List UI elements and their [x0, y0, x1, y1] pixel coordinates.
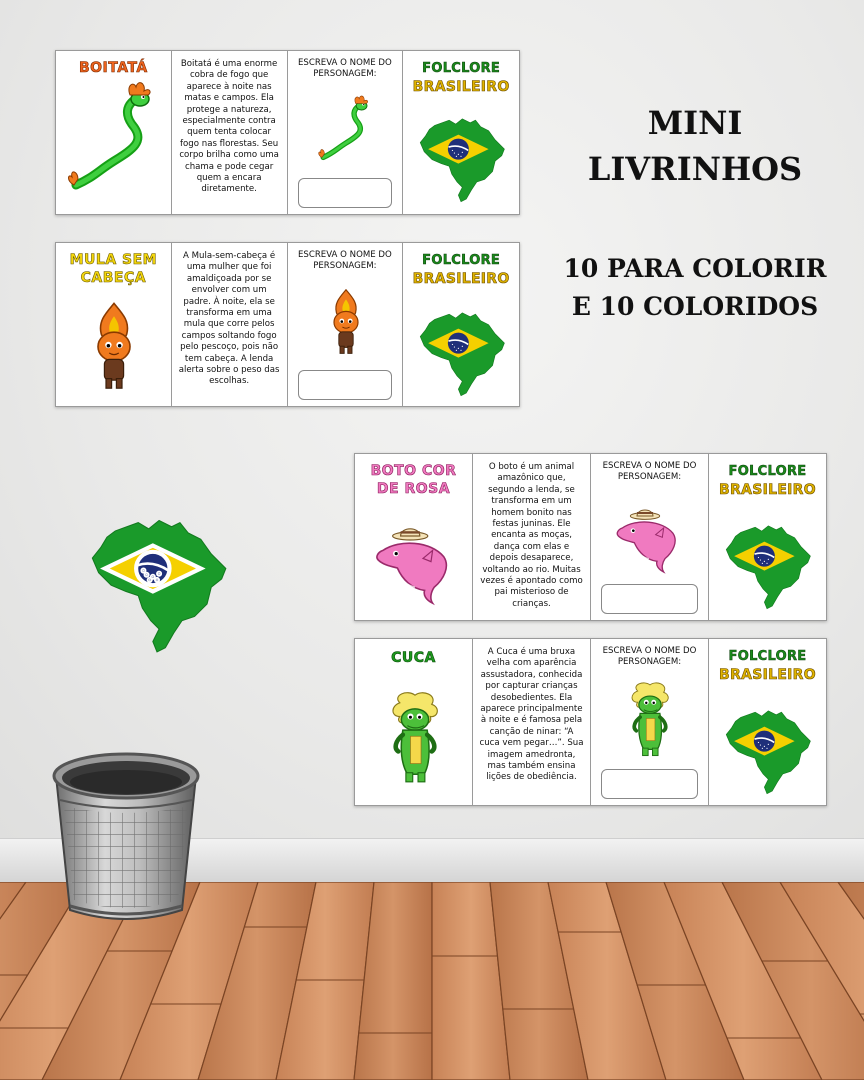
pink-dolphin-icon: [609, 490, 689, 582]
brazil-map-icon: [84, 508, 230, 654]
write-name-label: ESCREVA O NOME DO PERSONAGEM:: [297, 250, 392, 271]
cover-panel: [56, 51, 172, 214]
title-line-2: LIVRINHOS: [587, 150, 803, 188]
pink-dolphin-icon: [367, 510, 463, 610]
story-text: O boto é um animal amazônico que, segundo a lenda, se transforma em um homem bonito nas festas juninas. Ele encanta as moças, dança com elas e depois desaparece, voltando ao rio. Muitas vezes é apontado como pai misterioso de crianças.: [480, 462, 583, 609]
folclore-line: FOLCLORE: [422, 61, 501, 76]
brasileiro-line: BRASILEIRO: [719, 667, 816, 683]
alligator-witch-icon: [619, 671, 681, 767]
booklet-boto-cor-de-rosa[interactable]: [354, 453, 827, 621]
name-input-box[interactable]: [298, 178, 393, 208]
story-text: Boitatá é uma enorme cobra de fogo que aparece à noite nas matas e campos. Ela protege a natureza, especialmente contra quem tenta colocar fogo nas florestas. Seu corpo brilha como uma chama e pode cegar quem a encara diretamente.: [179, 59, 279, 195]
write-name-panel: [288, 51, 404, 214]
subtitle-line-2: E 10 COLORIDOS: [571, 292, 819, 321]
brazil-map-icon: [721, 703, 813, 795]
write-name-panel: [591, 454, 709, 620]
write-name-panel: [288, 243, 404, 406]
brasileiro-line: BRASILEIRO: [719, 482, 816, 498]
write-name-panel: [591, 639, 709, 805]
booklet-title: MULA SEM CABEÇA: [69, 252, 158, 286]
brazil-map-icon: [415, 305, 507, 397]
fire-snake-icon: [298, 95, 394, 167]
folclore-title: [709, 647, 826, 685]
story-text: A Cuca é uma bruxa velha com aparência assustadora, conhecida por capturar crianças desobedientes. Ela aparece principalmente à noite e é famosa pela canção de ninar: “A cuca vem pegar…”. Sua imagem amedronta, mas também ensina lições de obediência.: [479, 647, 584, 783]
booklet-boitata[interactable]: [55, 50, 520, 215]
folclore-panel: [709, 639, 826, 805]
story-panel: [172, 243, 288, 406]
booklet-title: CUCA: [391, 650, 436, 666]
cover-panel: [355, 639, 473, 805]
brasileiro-line: BRASILEIRO: [412, 79, 510, 95]
trash-bin-icon[interactable]: [50, 750, 202, 928]
alligator-witch-icon: [377, 679, 453, 795]
cover-panel: [56, 243, 172, 406]
story-panel: [473, 639, 591, 805]
brazil-map-icon: [415, 111, 507, 203]
name-input-box[interactable]: [601, 584, 698, 614]
name-input-box[interactable]: [298, 370, 393, 400]
subtitle-line-1: 10 PARA COLORIR: [563, 254, 827, 283]
subtitle: [550, 250, 840, 326]
folclore-title: [709, 462, 826, 500]
story-panel: [172, 51, 288, 214]
booklet-mula-sem-cabeca[interactable]: [55, 242, 520, 407]
write-name-label: ESCREVA O NOME DO PERSONAGEM:: [297, 58, 392, 79]
folclore-title: [403, 59, 519, 97]
fire-mule-icon: [316, 275, 376, 367]
name-input-box[interactable]: [601, 769, 698, 799]
cover-panel: [355, 454, 473, 620]
folclore-panel: [403, 51, 519, 214]
booklet-title: BOITATÁ: [78, 60, 148, 76]
story-text: A Mula-sem-cabeça é uma mulher que foi amaldiçoada por se envolver com um padre. À noite, ela se transforma em uma mula que corre pelos campos soltando fogo pelo pescoço, pois não tem cabeça. A lenda alerta sobre o peso das escolhas.: [178, 251, 280, 387]
booklet-cuca[interactable]: [354, 638, 827, 806]
brasileiro-line: BRASILEIRO: [412, 271, 510, 287]
folclore-line: FOLCLORE: [728, 464, 807, 479]
main-title: [550, 100, 840, 192]
folclore-title: [403, 251, 519, 289]
folclore-line: FOLCLORE: [728, 649, 807, 664]
write-name-label: ESCREVA O NOME DO PERSONAGEM:: [602, 461, 697, 482]
brazil-map-icon: [721, 518, 813, 610]
fire-snake-icon: [64, 81, 164, 201]
story-panel: [473, 454, 591, 620]
folclore-panel: [403, 243, 519, 406]
fire-mule-icon: [74, 295, 154, 395]
booklet-title: BOTO COR DE ROSA: [370, 463, 457, 497]
folclore-line: FOLCLORE: [422, 253, 501, 268]
folclore-panel: [709, 454, 826, 620]
title-line-1: MINI: [647, 104, 743, 142]
write-name-label: ESCREVA O NOME DO PERSONAGEM:: [602, 646, 697, 667]
